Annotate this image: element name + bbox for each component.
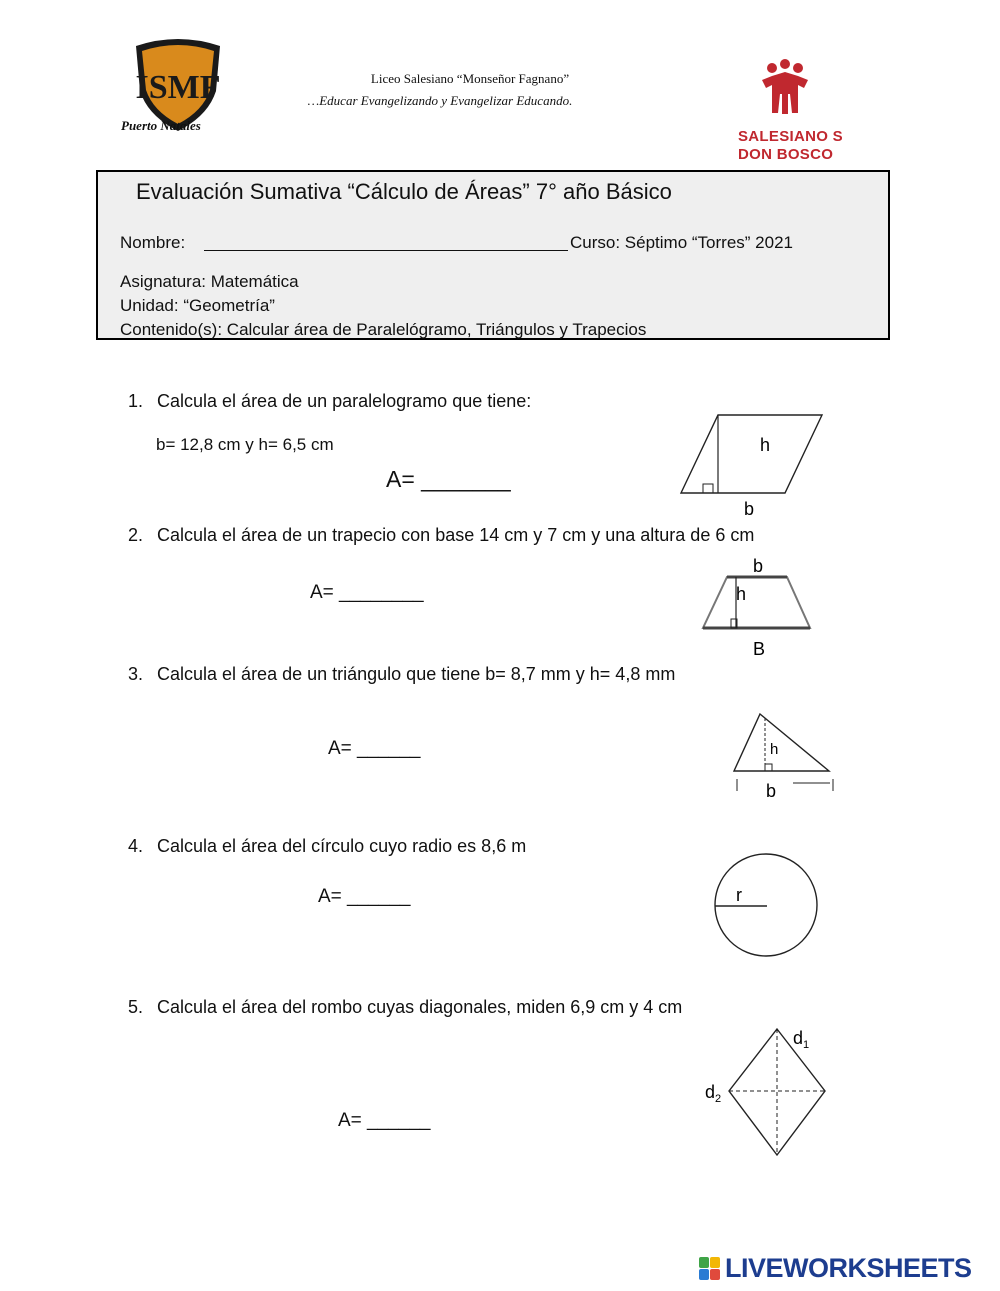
unidad-value: “Geometría”: [183, 296, 275, 315]
question-number: 3.: [128, 664, 144, 684]
circle-figure: [708, 853, 828, 963]
answer-3-field[interactable]: A= ______: [328, 738, 421, 759]
trapezoid-B-label: B: [753, 639, 766, 659]
asignatura-value: Matemática: [210, 272, 299, 291]
question-text: Calcula el área de un trapecio con base 14 cm y 7 cm y una altura de 6 cm: [157, 525, 755, 545]
nombre-field[interactable]: [204, 250, 568, 251]
triangle-shape: [734, 714, 829, 771]
salesianos-logo: [740, 58, 830, 122]
rhombus-figure: [700, 1020, 840, 1165]
rhombus-d2-label: $d_2$: [705, 1082, 722, 1105]
parallelogram-shape: [681, 415, 822, 493]
question-text: Calcula el área de un triángulo que tiene b= 8,7 mm y h= 4,8 mm: [157, 664, 676, 684]
trapezoid-figure: [695, 550, 825, 660]
right-angle-marker: [765, 764, 772, 771]
question-1-detail: b= 12,8 cm y h= 6,5 cm: [156, 435, 334, 454]
circle-r-label: r: [736, 885, 742, 905]
circle-shape: [715, 854, 817, 956]
school-motto: …Educar Evangelizando y Evangelizar Educando.: [307, 93, 573, 108]
contenido-label: Contenido(s):: [120, 320, 223, 339]
answer-2-field[interactable]: A= ________: [310, 582, 424, 603]
evaluation-title: Evaluación Sumativa “Cálculo de Áreas” 7° año Básico: [136, 179, 672, 204]
question-text: Calcula el área del rombo cuyas diagonales, miden 6,9 cm y 4 cm: [157, 997, 683, 1017]
asignatura-row: Asignatura: Matemática: [120, 272, 299, 291]
answer-1-field[interactable]: A= _______: [386, 466, 511, 492]
parallelogram-figure: [670, 405, 840, 520]
question-4: [128, 836, 526, 857]
curso-text: Curso: Séptimo “Torres” 2021: [570, 233, 793, 252]
answer-5-field[interactable]: A= ______: [338, 1110, 431, 1131]
asignatura-label: Asignatura: [120, 272, 202, 291]
logo-text-line2: DON BOSCO: [738, 146, 834, 163]
question-text: Calcula el área de un paralelogramo que tiene:: [157, 391, 532, 411]
right-angle-marker: [703, 484, 713, 493]
question-number: 5.: [128, 997, 144, 1017]
parallelogram-b-label: b: [744, 499, 755, 519]
logo-text-line1: SALESIANO S: [738, 128, 843, 145]
crest-lettering: ISMF: [135, 69, 221, 106]
trapezoid-b-label: b: [753, 556, 764, 576]
school-name: Liceo Salesiano “Monseñor Fagnano”: [370, 71, 570, 86]
question-text: Calcula el área del círculo cuyo radio es 8,6 m: [157, 836, 527, 856]
question-2: [128, 525, 754, 546]
liveworksheets-icon: [699, 1257, 721, 1281]
liveworksheets-brand[interactable]: LIVEWORKSHEETS: [725, 1253, 972, 1283]
question-5: [128, 997, 682, 1018]
question-number: 1.: [128, 391, 144, 411]
question-number: 2.: [128, 525, 144, 545]
nombre-row: Nombre:: [120, 233, 186, 252]
unidad-row: Unidad: “Geometría”: [120, 296, 275, 315]
triangle-figure: [725, 705, 845, 805]
contenido-row: [120, 320, 646, 340]
contenido-value: Calcular área de Paralelógramo, Triángulos y Trapecios: [226, 320, 647, 339]
question-3: [128, 664, 675, 685]
answer-4-field[interactable]: A= ______: [318, 886, 411, 907]
logo-caption: Puerto Natales: [121, 118, 201, 133]
question-1: [128, 391, 531, 412]
trapezoid-shape: [703, 577, 810, 628]
triangle-b-label: b: [766, 781, 777, 801]
question-number: 4.: [128, 836, 144, 856]
nombre-label: Nombre: [120, 233, 181, 252]
unidad-label: Unidad: [120, 296, 174, 315]
rhombus-d1-label: $d_1$: [793, 1028, 810, 1051]
parallelogram-h-label: h: [760, 435, 771, 455]
triangle-h-label: h: [770, 741, 779, 758]
trapezoid-h-label: h: [736, 584, 747, 604]
